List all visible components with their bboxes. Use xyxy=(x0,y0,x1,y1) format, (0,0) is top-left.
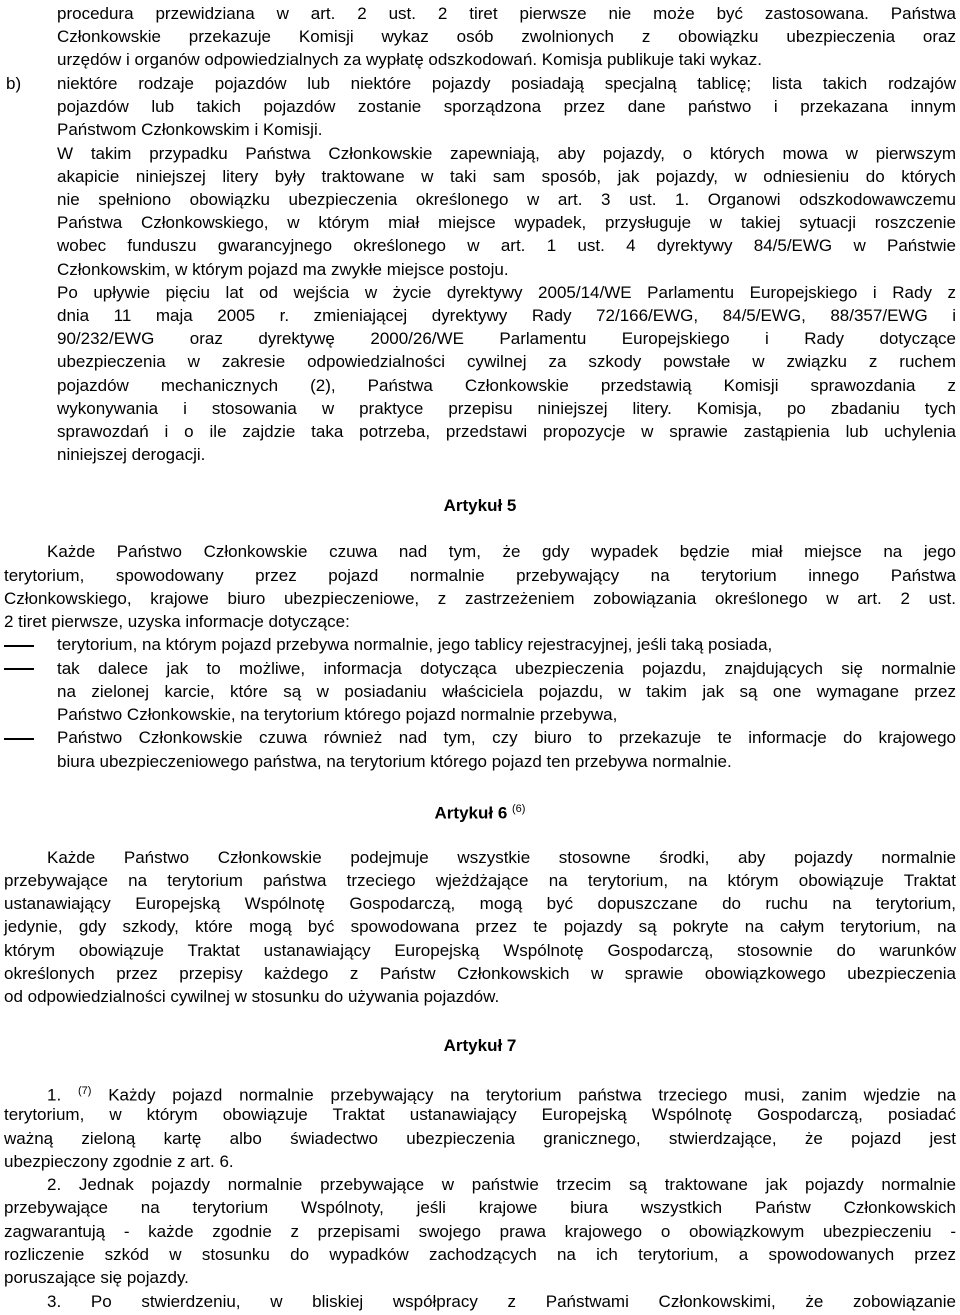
text-line: określonych przez przepisy każdego z Państw Członkowskich w sprawie obowiązkowego ubezpieczenia xyxy=(4,964,956,983)
text-line: pojazdów lub takich pojazdów zostanie sporządzona przez dane państwo i przekazana innym xyxy=(57,97,956,116)
text-line: biura ubezpieczeniowego państwa, na terytorium którego pojazd ten przebywa normalnie. xyxy=(57,752,732,771)
text-line: akapicie niniejszej litery były traktowane w taki sam sposób, jak pojazdy, w odniesieniu do których xyxy=(57,167,956,186)
list-dash xyxy=(4,645,34,647)
text-line: urzędów i organów odpowiedzialnych za wypłatę odszkodowań. Komisja publikuje taki wykaz. xyxy=(57,50,762,69)
text-line: Każde Państwo Członkowskie podejmuje wszystkie stosowne środki, aby pojazdy normalnie xyxy=(47,848,956,867)
text-line: ubezpieczenia w zakresie odpowiedzialności cywilnej za szkody powstałe w związku z ruchem xyxy=(57,352,956,371)
text-line: 2. Jednak pojazdy normalnie przebywające w państwie trzecim są traktowane jak pojazdy normalnie xyxy=(47,1175,956,1194)
text-line: 2 tiret pierwsze, uzyska informacje dotyczące: xyxy=(4,612,350,631)
paragraph-text: Każdy pojazd normalnie przebywający na terytorium państwa trzeciego musi, zanim wjedzie na xyxy=(108,1085,956,1105)
text-line: pojazdów mechanicznych (2), Państwa Członkowskie przedstawią Komisji sprawozdania z xyxy=(57,376,956,395)
article-heading xyxy=(0,798,960,825)
text-line: Państwo Członkowskie, na terytorium którego pojazd normalnie przebywa, xyxy=(57,705,618,724)
article-heading-text: Artykuł 6 xyxy=(434,803,508,823)
text-line: niniejszej derogacji. xyxy=(57,445,206,464)
text-line: poruszające się pojazdy. xyxy=(4,1268,189,1287)
paragraph-number: 1. xyxy=(47,1085,62,1105)
text-line: nie spełniono obowiązku ubezpieczenia określonego w art. 3 ust. 1. Organowi odszkodowawczemu xyxy=(57,190,956,209)
text-line: Członkowskiego, krajowe biuro ubezpieczeniowe, z zastrzeżeniem zobowiązania określonego w art. 2 ust. xyxy=(4,589,956,608)
article-heading: Artykuł 5 xyxy=(443,496,517,515)
text-line: ubezpieczony zgodnie z art. 6. xyxy=(4,1152,234,1171)
text-line: Członkowskim, w którym pojazd ma zwykłe miejsce postoju. xyxy=(57,260,509,279)
text-line: ustanawiający Europejską Wspólnotę Gospodarczą, mogą być dopuszczane do ruchu na terytorium, xyxy=(4,894,956,913)
list-dash xyxy=(4,738,34,740)
text-line: przebywające na terytorium Wspólnoty, jeśli krajowe biura wszystkich Państw Członkowskich xyxy=(4,1198,956,1217)
text-line: przebywające na terytorium państwa trzeciego wjeżdżające na terytorium, na którym obowiązuje Traktat xyxy=(4,871,956,890)
text-line: Państwo Członkowskie czuwa również nad tym, czy biuro to przekazuje te informacje do krajowego xyxy=(57,728,956,747)
text-line: Każde Państwo Członkowskie czuwa nad tym, że gdy wypadek będzie miał miejsce na jego xyxy=(47,542,956,561)
text-line: sprawozdań i o ile zajdzie taka potrzeba, przedstawi propozycje w sprawie zastąpienia lub uchylenia xyxy=(57,422,956,441)
text-line: ważną zieloną kartę albo świadectwo ubezpieczenia granicznego, stwierdzające, że pojazd jest xyxy=(4,1129,956,1148)
text-line: W takim przypadku Państwa Członkowskie zapewniają, aby pojazdy, o których mowa w pierwszym xyxy=(57,144,956,163)
text-line: dnia 11 maja 2005 r. zmieniającej dyrektywy Rady 72/166/EWG, 84/5/EWG, 88/357/EWG i xyxy=(57,306,956,325)
footnote-ref: (7) xyxy=(77,1085,92,1097)
text-line: Po upływie pięciu lat od wejścia w życie dyrektywy 2005/14/WE Parlamentu Europejskiego i Rady z xyxy=(57,283,956,302)
text-line: jedynie, gdy szkody, które mogą być spowodowana przez te pojazdy są pokryte na całym terytorium, na xyxy=(4,917,956,936)
text-line: terytorium, spowodowany przez pojazd normalnie przebywający na terytorium innego Państwa xyxy=(4,566,956,585)
text-line: Państwa Członkowskiego, w którym miał miejsce wypadek, przysługuje w takiej sytuacji roszczenie xyxy=(57,213,956,232)
text-line: tak dalece jak to możliwe, informacja dotycząca ubezpieczenia pojazdu, znajdujących się normalnie xyxy=(57,659,956,678)
text-line: terytorium, na którym pojazd przebywa normalnie, jego tablicy rejestracyjnej, jeśli taką posiada, xyxy=(57,635,773,654)
text-line: Państwom Członkowskim i Komisji. xyxy=(57,120,323,139)
text-line: terytorium, w którym obowiązuje Traktat ustanawiający Europejską Wspólnotę Gospodarczą, posiadać xyxy=(4,1105,956,1124)
text-line: rozliczenie szkód w stosunku do wypadków zachodzących na ich terytorium, a spowodowanych przez xyxy=(4,1245,956,1264)
list-marker: b) xyxy=(6,74,22,93)
text-line: procedura przewidziana w art. 2 ust. 2 tiret pierwsze nie może być zastosowana. Państwa xyxy=(57,4,956,23)
text-line: wykonywania i stosowania w praktyce przepisu niniejszej litery. Komisja, po zbadaniu tych xyxy=(57,399,956,418)
text-line: 90/232/EWG oraz dyrektywę 2000/26/WE Parlamentu Europejskiego i Rady dotyczące xyxy=(57,329,956,348)
list-dash xyxy=(4,668,34,670)
text-line: na zielonej karcie, które są w posiadaniu właściciela pojazdu, w takim jak są one wymagane przez xyxy=(57,682,956,701)
text-line: zagwarantują - każde zgodnie z przepisami swojego prawa krajowego o obowiązkowym ubezpieczeniu - xyxy=(4,1222,956,1241)
text-line: wobec funduszu gwarancyjnego określonego w art. 1 ust. 4 dyrektywy 84/5/EWG w Państwie xyxy=(57,236,956,255)
text-line: 3. Po stwierdzeniu, w bliskiej współpracy z Państwami Członkowskimi, że zobowiązanie xyxy=(47,1292,956,1311)
text-line: którym obowiązuje Traktat ustanawiający Europejską Wspólnotę Gospodarczą, stosownie do warunków xyxy=(4,941,956,960)
text-line: niektóre rodzaje pojazdów lub niektóre pojazdy posiadają specjalną tablicę; lista takich rodzajów xyxy=(57,74,956,93)
text-line: Członkowskie przekazuje Komisji wykaz osób zwolnionych z obowiązku ubezpieczenia oraz xyxy=(57,27,956,46)
text-line: od odpowiedzialności cywilnej w stosunku do używania pojazdów. xyxy=(4,987,500,1006)
article-heading: Artykuł 7 xyxy=(443,1036,517,1055)
footnote-ref: (6) xyxy=(512,803,526,815)
